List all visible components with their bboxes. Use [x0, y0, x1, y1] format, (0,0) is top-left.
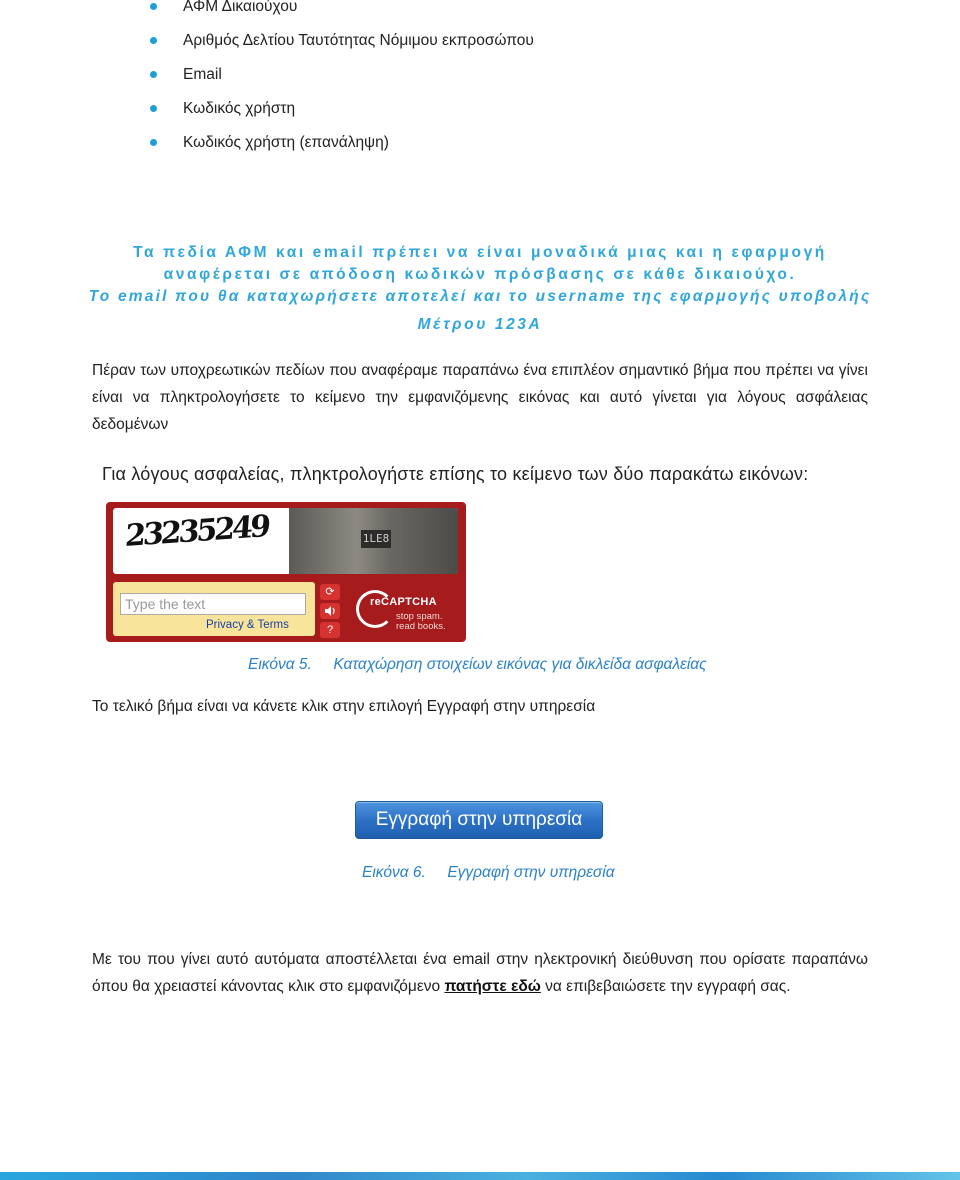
list-item — [150, 0, 534, 32]
help-icon[interactable]: ? — [320, 622, 340, 638]
click-here-link[interactable]: πατήστε εδώ — [444, 978, 541, 995]
confirmation-paragraph — [92, 946, 868, 1000]
captcha-figure — [92, 455, 868, 650]
required-fields-list — [150, 0, 534, 168]
captcha-photo — [289, 508, 458, 574]
bullet-icon — [150, 3, 157, 10]
bullet-icon — [150, 71, 157, 78]
recaptcha-widget — [106, 502, 466, 642]
list-item — [150, 100, 534, 134]
audio-icon[interactable] — [320, 603, 340, 619]
recaptcha-brand: reCAPTCHA — [370, 596, 437, 608]
captcha-photo-number: 1LE8 — [361, 530, 391, 548]
captcha-image — [113, 508, 458, 574]
bullet-icon — [150, 139, 157, 146]
recaptcha-slogan: stop spam. read books. — [396, 611, 446, 632]
captcha-title: Για λόγους ασφαλείας, πληκτρολογήστε επίσης το κείμενο των δύο παρακάτω εικόνων: — [102, 464, 809, 484]
figure-number: Εικόνα 6. — [362, 864, 426, 881]
note-line-4: Μέτρου 123Α — [417, 316, 543, 333]
final-step-paragraph: Το τελικό βήμα είναι να κάνετε κλικ στην επιλογή Εγγραφή στην υπηρεσία — [92, 698, 596, 715]
list-item-text: Κωδικός χρήστη — [183, 100, 296, 117]
list-item-text: Email — [183, 66, 222, 83]
note-line-1: Τα πεδία ΑΦΜ και email πρέπει να είναι μοναδικά μιας και η εφαρμογή — [133, 244, 827, 261]
confirmation-text: Με του που γίνει αυτό αυτόματα αποστέλλεται ένα email στην ηλεκτρονική διεύθυνση που ορίσατε παραπάνω όπου θα χρειαστεί κάνοντας κλικ στο εμφανιζόμενο — [92, 951, 868, 995]
bullet-icon — [150, 37, 157, 44]
figure-6-caption — [362, 864, 615, 882]
list-item — [150, 32, 534, 66]
captcha-input-area — [113, 582, 315, 636]
list-item-text: Αριθμός Δελτίου Ταυτότητας Νόμιμου εκπροσώπου — [183, 32, 534, 49]
captcha-text-input[interactable] — [120, 593, 306, 615]
privacy-terms-link[interactable]: Privacy & Terms — [206, 619, 289, 631]
list-item — [150, 66, 534, 100]
list-item — [150, 134, 534, 168]
register-service-button[interactable]: Εγγραφή στην υπηρεσία — [355, 801, 603, 839]
list-item-text: Κωδικός χρήστη (επανάληψη) — [183, 134, 389, 151]
confirmation-text-end: να επιβεβαιώσετε την εγγραφή σας. — [540, 978, 791, 995]
recaptcha-logo — [352, 586, 460, 636]
captcha-tools — [320, 584, 342, 641]
captcha-word: 23235249 — [123, 508, 270, 555]
figure-5-caption — [248, 656, 707, 674]
bullet-icon — [150, 105, 157, 112]
figure-caption-text: Εγγραφή στην υπηρεσία — [447, 864, 615, 881]
intro-paragraph: Πέραν των υποχρεωτικών πεδίων που αναφέραμε παραπάνω ένα επιπλέον σημαντικό βήμα που πρέπει να γίνει είναι να πληκτρολογήσετε το κείμενο την εμφανιζόμενης εικόνας και αυτό γίνεται για λόγους ασφάλειας δεδομένων — [92, 362, 868, 433]
figure-caption-text: Καταχώρηση στοιχείων εικόνας για δικλείδα ασφαλείας — [333, 656, 707, 673]
refresh-icon[interactable]: ⟳ — [320, 584, 340, 600]
figure-number: Εικόνα 5. — [248, 656, 312, 673]
note-line-3: Το email που θα καταχωρήσετε αποτελεί και το username της εφαρμογής υποβολής — [88, 288, 872, 305]
note-line-2: αναφέρεται σε απόδοση κωδικών πρόσβασης σε κάθε δικαιούχο. — [163, 266, 797, 283]
list-item-text: ΑΦΜ Δικαιούχου — [183, 0, 298, 15]
footer-bar — [0, 1172, 960, 1180]
